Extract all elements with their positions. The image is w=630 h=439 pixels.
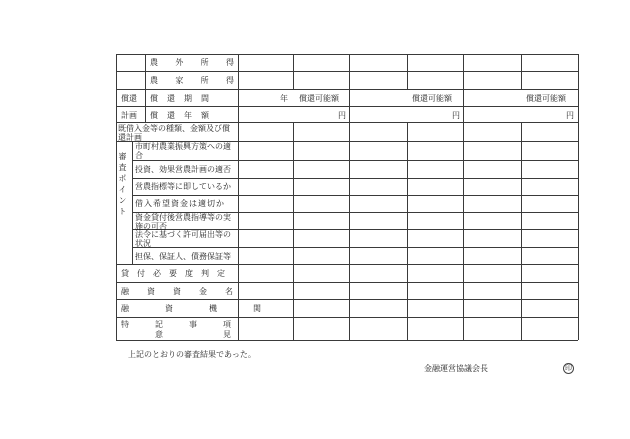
unit-yen: 円 [452, 111, 460, 120]
group-label-plan: 計画 [121, 111, 137, 120]
column-repayable-amount-2: 償還可能額 [412, 94, 452, 103]
rule [116, 54, 117, 340]
row-label-post-loan-guidance: 資金貸付後営農指導等の実施の可否 [135, 213, 231, 231]
row-label-existing-loans: 既借入金等の種類、金額及び償還計画 [118, 124, 230, 142]
row-label-investment-plan: 投資、効果営農計画の適否 [135, 165, 231, 174]
closing-statement: 上記のとおりの審査結果であった。 [128, 350, 256, 359]
rule [293, 54, 294, 89]
row-label-financing-institution: 融資機関 [121, 304, 297, 313]
rule [349, 54, 350, 340]
rule [116, 122, 578, 123]
row-label-loan-amount-appropriate: 借入希望資金は適切か [135, 199, 225, 208]
row-label-special-notes: 特記事項 [121, 320, 257, 329]
unit-yen: 円 [338, 111, 346, 120]
rule [132, 160, 578, 161]
rule [407, 54, 408, 89]
rule [132, 141, 133, 264]
rule [116, 282, 578, 283]
rule [116, 89, 578, 90]
rule [145, 54, 146, 122]
row-label-farming-indicators: 営農指標等に即しているか [135, 182, 231, 191]
signer-title: 金融運営協議会長 [424, 364, 488, 373]
rule [578, 54, 579, 340]
rule [116, 71, 578, 72]
unit-year: 年 [280, 94, 288, 103]
rule [407, 122, 408, 340]
rule [132, 178, 578, 179]
column-repayable-amount-1: 償還可能額 [299, 94, 339, 103]
row-label-financing-amount: 融資資金名 [121, 287, 251, 296]
rule [521, 122, 522, 340]
rule [116, 299, 578, 300]
seal-mark: 印 [565, 364, 572, 372]
row-label-legal-permits: 法令に基づく許可届出等の状況 [135, 230, 231, 248]
group-label-repayment: 償還 [121, 94, 137, 103]
rule [463, 54, 464, 340]
row-label-farm-outside-income: 農 外 所 得 [150, 58, 234, 67]
row-label-opinion: 意見 [155, 330, 291, 339]
rule [521, 54, 522, 89]
row-label-farm-household-income: 農 家 所 得 [150, 76, 234, 85]
row-label-loan-judgment: 貸付必要度判定 [121, 269, 233, 278]
rule [116, 317, 578, 318]
column-repayable-amount-3: 償還可能額 [526, 94, 566, 103]
row-label-repayment-amount: 償還年額 [150, 111, 218, 120]
row-label-collateral: 担保、保証人、債務保証等 [135, 252, 231, 261]
rule [132, 195, 578, 196]
row-label-repayment-period: 償還期間 [150, 94, 218, 103]
rule [116, 106, 578, 107]
group-label-review-points: 審査ポイント [118, 152, 127, 218]
rule [116, 264, 578, 265]
rule [116, 54, 578, 55]
rule [238, 54, 239, 340]
rule [116, 340, 578, 341]
unit-yen: 円 [566, 111, 574, 120]
row-label-municipal-policy: 市町村農業振興方策への適合 [135, 142, 231, 160]
